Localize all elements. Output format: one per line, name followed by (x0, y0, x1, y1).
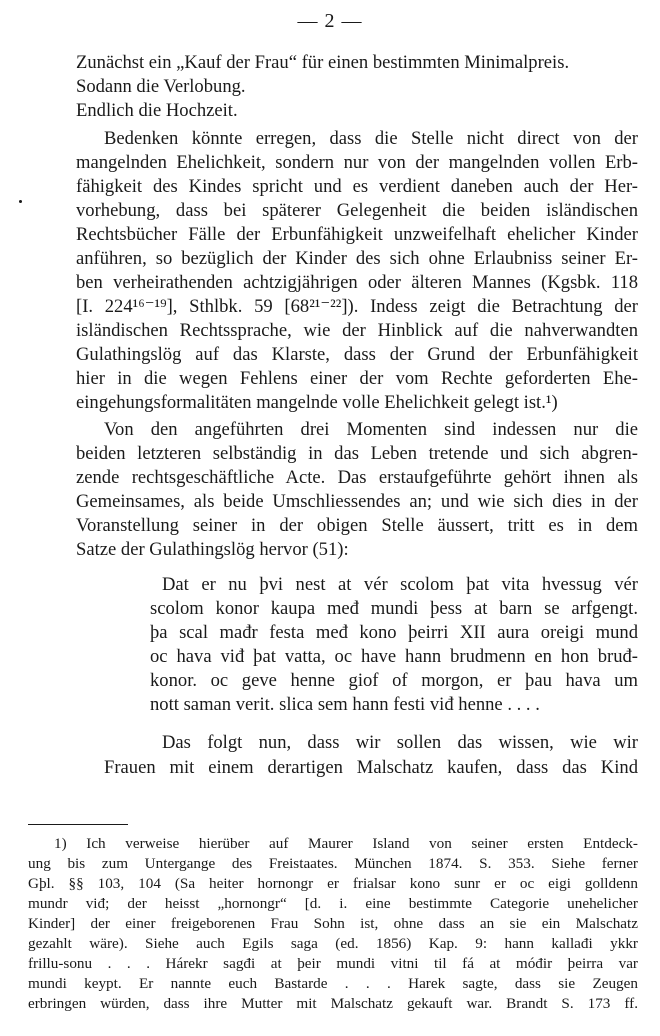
translation-line: Frauen mit einem derartigen Malschatz kaufen, dass das Kind (104, 757, 638, 778)
text-line: Bedenken könnte erregen, dass die Stelle nicht direct von der (104, 128, 638, 149)
text-line: isländischen Rechtssprache, wie der Hinblick auf die nahverwandten (76, 320, 638, 341)
text-line: eingehungsformalitäten mangelnde volle Ehelichkeit gelegt ist.¹) (76, 392, 558, 413)
quote-line: þa scal mađr festa međ kono þeirri XII aura oreigi mund (150, 622, 638, 643)
text-line: Sodann die Verlobung. (76, 76, 246, 97)
footnote-line: mundi keypt. Er nannte euch Bastarde . . . Harek sagte, dass sie Zeugen (28, 975, 638, 992)
text-line: Zunächst ein „Kauf der Frau“ für einen bestimmten Minimalpreis. (76, 52, 570, 73)
text-line: zende rechtsgeschäftliche Acte. Das erstaufgeführte gehört ihnen als (76, 467, 638, 488)
quote-line: Dat er nu þvi nest at vér scolom þat vita hvessug vér (162, 574, 638, 595)
footnote-line: ung bis zum Untergange des Freistaates. München 1874. S. 353. Siehe ferner (28, 855, 638, 872)
footnote-line: Kinder] der einer freigeborenen Frau Sohn ist, ohne dass an sie ein Malschatz (28, 915, 638, 932)
footnote-divider (28, 824, 128, 825)
text-line: vorhebung, dass bei späterer Gelegenheit die beiden isländischen (76, 200, 638, 221)
quote-line: oc hava viđ þat vatta, oc have hann brudmenn en hon bruđ- (150, 646, 638, 667)
text-line: Gulathingslög auf das Klarste, dass der Grund der Erbunfähigkeit (76, 344, 638, 365)
text-line: Rechtsbücher Fälle der Erbunfähigkeit unzweifelhaft ehelicher Kinder (76, 224, 638, 245)
text-line: ben verheirathenden achtzigjährigen oder älteren Mannes (Kgsbk. 118 (76, 272, 638, 293)
quote-line: scolom konor kaupa međ mundi þess at barn se arfgengt. (150, 598, 638, 619)
text-line: Endlich die Hochzeit. (76, 100, 238, 121)
footnote-line: gezahlt wäre). Siehe auch Egils saga (ed. 1856) Kap. 9: hann kallađi ykkr (28, 935, 638, 952)
text-line: beiden letzteren selbständig in das Leben tretende und sich abgren- (76, 443, 638, 464)
text-line: Voranstellung seiner in der obigen Stelle äussert, tritt es in dem (76, 515, 638, 536)
text-line: anführen, so bezüglich der Kinder des sich ohne Erlaubniss seiner Er- (76, 248, 638, 269)
footnote-line: frillu-sonu . . . Hárekr sagđi at þeir mundi vitni til fá at móđir þeirra var (28, 955, 638, 972)
text-line: fähigkeit des Kindes spricht und es verdient daneben auch der Her- (76, 176, 638, 197)
footnote-line: 1) Ich verweise hierüber auf Maurer Island von seiner ersten Entdeck- (54, 835, 638, 852)
text-line: Satze der Gulathingslög hervor (51): (76, 539, 349, 560)
quote-line: konor. oc geve henne giof of morgon, er þau hava um (150, 670, 638, 691)
footnote-line: Gþl. §§ 103, 104 (Sa heiter hornongr er frialsar kono sunr er oc eigi golldenn (28, 875, 638, 892)
page-number: — 2 — (297, 10, 363, 32)
text-line: Von den angeführten drei Momenten sind indessen nur die (104, 419, 638, 440)
margin-dot (19, 200, 22, 203)
text-line: mangelnden Ehelichkeit, sondern nur von der mangelnden vollen Erb- (76, 152, 638, 173)
quote-line: nott saman verit. slica sem hann festi viđ henne . . . . (150, 694, 540, 715)
translation-line: Das folgt nun, dass wir sollen das wissen, wie wir (162, 732, 638, 753)
footnote-line: erbringen würden, dass ihre Mutter mit Malschatz gekauft war. Brandt S. 173 ff. (28, 995, 638, 1012)
text-line: [I. 224¹⁶⁻¹⁹], Sthlbk. 59 [68²¹⁻²²]). Indess zeigt die Betrachtung der (76, 296, 638, 317)
text-line: hier in die wegen Fehlens einer der vom Rechte geforderten Ehe- (76, 368, 638, 389)
footnote-line: mundr viđ; der heisst „hornongr“ [d. i. eine bestimmte Categorie unehelicher (28, 895, 638, 912)
text-line: Gemeinsames, als beide Umschliessendes an; und wie sich dies in der (76, 491, 638, 512)
